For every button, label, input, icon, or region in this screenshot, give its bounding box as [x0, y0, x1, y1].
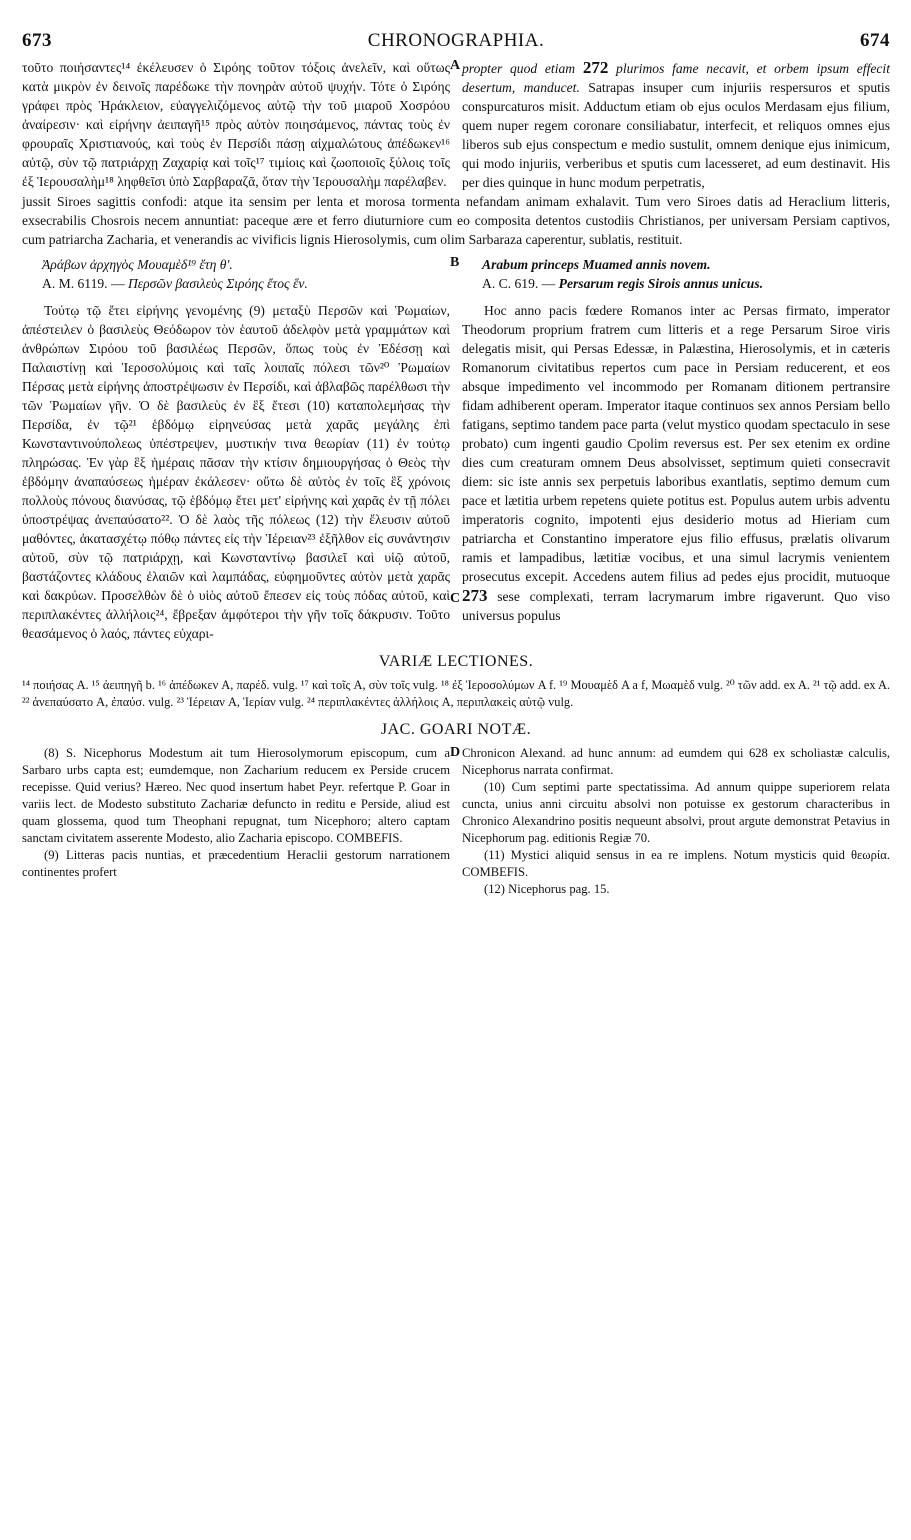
greek-text-body: Τούτῳ τῷ ἔτει εἰρήνης γενομένης (9) μεταξὺ Περσῶν καὶ Ῥωμαίων, ἀπέστειλεν ὁ βασιλεὺς Θεόδωρον τὸν ἑαυτοῦ ἀδελφὸν μετὰ γραμμάτων καὶ ἀνθρώπων Σιρόου τοῦ βασιλέως Περσῶν, ὅπως τοὺς ἐν Ἐδέσσῃ καὶ Παλαιστίνῃ καὶ Ἱεροσολύμοις καὶ ταῖς λοιπαῖς πόλεσι τῶν²⁰ Ῥωμαίων Πέρσας μετὰ εἰρήνης ἀποστρέψωσιν ἐν Περσίδι, καὶ ἀβλαβῶς παρέλθωσι τὴν τῶν Ῥωμαίων γῆν. Ὁ δὲ βασιλεὺς ἐν ἓξ ἔτεσι (10) καταπολεμήσας τὴν Περσίδα, ἐν τῷ²¹ ἑβδόμῳ εἰρηνεύσας μετὰ χαρᾶς μεγάλης ἐπὶ Κωνσταντινούπολεως ὑπέστρεψεν, μυστικήν τινα θεωρίαν (11) ἐν τούτῳ πληρώσας. Ἐν γὰρ ἓξ ἡμέραις πᾶσαν τὴν κτίσιν δημιουργήσας ὁ Θεὸς τὴν ἑβδόμην ἀναπαύσεως ἡμέραν ἐκάλεσεν· οὕτω δὲ αὐτὸς ἐν τοῖς ἓξ χρόνοις πολλοὺς πόνους διανύσας, τῷ ἑβδόμῳ ἔτει μετ' εἰρήνης καὶ χαρᾶς ἐν τῇ πόλει ὑποστρέψας ἀνεπαύσατο²². Ὁ δὲ λαὸς τῆς πόλεως (12) τὴν ἔλευσιν αὐτοῦ μαθόντες, ἀκατασχέτῳ πόθῳ πάντες εἰς τὴν Ἱέρειαν²³ ἐξῆλθον εἰς συνάντησιν αὐτοῦ, σὺν τῷ πατριάρχῃ, καὶ Κωνσταντίνῳ βασιλεῖ καὶ υἱῷ αὐτοῦ, βαστάζοντες κλάδους ἐλαιῶν καὶ λαμπάδας, εὐφημοῦντες αὐτὸν μετὰ χαρᾶς καὶ δακρύων. Προσελθὼν δὲ ὁ υἱὸς αὐτοῦ ἔπεσεν εἰς τοὺς πόδας αὐτοῦ, καὶ περιπλακέντες ἀλλήλοις²⁴, ἔβρεξαν ἀμφότεροι τὴν γῆν τοῖς δάκρυσιν. Τοῦτο θεασάμενος ὁ λαός, πάντες εὐχαρι-: [22, 303, 450, 641]
margin-letter-b: B: [450, 255, 460, 270]
page-number-left: 673: [22, 30, 52, 51]
note-8: (8) S. Nicephorus Modestum ait tum Hierosolymorum episcopum, cum a Sarbaro urbs capta est; eumdemque, non Zacharium reducem ex Perside crucem recepisse. Quid verius? Hæreo. Nec quod insertum habet Peyr. refertque P. Goar in variis lect. de Modesto substituto Zachariæ defuncto in reditu e Perside, aliud est quam glossema, quod tum Theophani repugnat, tum Nicephoro; altero captam sanctam civitatem asserente Modesto, alio Zacharia episcopo. COMBEFIS.: [22, 746, 450, 845]
top-columns: [22, 58, 890, 192]
notae-left-column: [22, 745, 450, 898]
page-title: CHRONOGRAPHIA.: [367, 30, 545, 51]
latin-text-top: [462, 58, 890, 192]
greek-heading-year: A. M. 6119. —: [42, 276, 125, 291]
page-marker-272: 272: [582, 58, 609, 77]
latin-full-width: jussit Siroes sagittis confodi: atque ita sensim per lenta et morosa tormenta nefandam animam exhalavit. Tum vero Siroes datis ad Heraclium litteris, exsecrabilis Chosrois necem annuntiat: paceque ære et ferro diuturniore cum eo composita detentos custodiis Christianos, per universam Persiam captivos, cum patriarcha Zacharia, et venerandis ac vivificis lignis Hierosolymis, cum olim Sarbaraza caperentur, sublatis, restituit.: [22, 194, 890, 247]
latin-heading-year: A. C. 619. —: [482, 276, 556, 291]
latin-heading-line1: Arabum princeps Muamed annis novem.: [482, 257, 711, 272]
body-columns: [22, 301, 890, 643]
note-10: (10) Cum septimi parte spectatissima. Ad annum quippe superiorem relata cuncta, unius anni circuitu absolvi non potuisse ex gestorum characteribus in Chronico Alexandrino positis nequeunt absolvi, prout argute demonstrat Petavius in Nicephorum pag. editionis Regiæ 70.: [462, 780, 890, 845]
latin-heading: [462, 255, 890, 293]
note-9: (9) Litteras pacis nuntias, et præcedentium Heraclii gestorum narrationem continentes profert: [22, 848, 450, 879]
note-12: (12) Nicephorus pag. 15.: [484, 882, 610, 896]
variae-lectiones-text: ¹⁴ ποιήσας A. ¹⁵ ἀειπηγῆ b. ¹⁶ ἀπέδωκεν A, παρέδ. vulg. ¹⁷ καὶ τοῖς A, σὺν τοῖς vulg. ¹⁸ ἐξ Ἱεροσολύμων A f. ¹⁹ Μουαμὲδ A a f, Μωαμὲδ vulg. ²⁰ τῶν add. ex A. ²¹ τῷ add. ex A. ²² ἀνεπαύσατο A, ἐπαύσ. vulg. ²³ Ἱέρειαν A, Ἱερίαν vulg. ²⁴ περιπλακέντες ἀλλήλοις A, περιπλακεὶς αὐτῷ vulg.: [22, 678, 890, 709]
heading-columns: [22, 255, 890, 293]
greek-column-body: [22, 301, 450, 643]
notae-title: JAC. GOARI NOTÆ.: [380, 721, 532, 738]
variae-lectiones-title: VARIÆ LECTIONES.: [378, 653, 534, 670]
note-9-continued: Chronicon Alexand. ad hunc annum: ad eumdem qui 628 ex scholiastæ calculis, Nicephorus narrata confirmat.: [462, 746, 890, 777]
latin-body-pre: Hoc anno pacis fœdere Romanos inter ac Persas firmato, imperator Theodorum proprium fratrem cum litteris et a rege Persarum Siroe viris delegatis misit, qui Persas Edessæ, in Palæstina, Hierosolymis, et in cæteris Romanorum civitatibus repertos cum pace in Persiam reducerent, et eos absque impedimento vel incommodo per Romanam ditionem pertransire fidam adhiberent operam. Imperator itaque continuos sex annos Persiam bello fatigans, septimo tandem pace parta (velut mystico quodam spectaculo in sese probato) cum ingenti gaudio Cpolim reversus est. Per sex etenim ex ordine dies cum creaturam omnem Deus absolvisset, septimum quieti consecravit diem: sic iste annis sex perpetuis laboribus exantlatis, septimo demum cum pace et lætitia urbem repetens quiete potitus est. Populus autem urbis adventu imperatoris cognito, impotenti ejus desiderio motus ad Hieriam cum patriarcha et Constantino imperatore ejus filio effusus, prælatis olivarum ramis et lampadibus, lætitiæ vocibus, et una simul lacrymis venientem prosecutus excepit. Accedens autem filius ad pedes ejus procidit, mutuoque: [462, 303, 890, 584]
greek-heading: [22, 255, 450, 293]
page: [22, 30, 890, 898]
running-header: [22, 30, 890, 58]
latin-column-top: [462, 58, 890, 192]
notae-columns: [22, 745, 890, 898]
latin-column-body: [462, 301, 890, 643]
page-number-right: 674: [860, 30, 890, 51]
latin-top-italic-b: plurimos fame necavit, et orbem ipsum effecit desertum, manducet.: [462, 61, 890, 95]
latin-heading-king: Persarum regis Sirois annus unicus.: [558, 276, 764, 291]
latin-top-rest: Satrapas insuper cum injuriis respersuros et sputis conspurcaturos misit. Adductum etiam ob ejus oculos Merdasam ejus filium, quem nuper regem coronare consiliabatur, interfecit, et reliquos omnes ejus liberos sub ejus conspectum e medio sustulit, omnem denique ejus inimicum, qui modo injuriis, verberibus et sputis cum lacesseret, ad eum destinavit. His per dies quinque in hunc modum perpetratis,: [462, 80, 890, 190]
greek-heading-line2: [22, 274, 450, 293]
notae-right-column: [462, 745, 890, 898]
page-marker-273: 273: [462, 586, 488, 605]
margin-letter-c: C: [450, 591, 461, 606]
greek-column-top: [22, 58, 450, 192]
latin-top-italic-a: propter quod etiam: [462, 61, 576, 76]
note-11: (11) Mystici aliquid sensus in ea re implens. Notum mysticis quid θεωρία. COMBEFIS.: [462, 848, 890, 879]
greek-heading-line1: Ἀράβων ἀρχηγὸς Μουαμὲδ¹⁹ ἔτη θ'.: [42, 257, 233, 272]
greek-heading-king: Περσῶν βασιλεὺς Σιρόης ἔτος ἕν.: [127, 276, 308, 291]
latin-heading-line2: [462, 274, 890, 293]
latin-body-post: sese complexati, terram lacrymarum imbre rigaverunt. Quo viso universus populus: [462, 589, 890, 623]
margin-letter-d: D: [450, 745, 461, 760]
latin-text-body: [462, 301, 890, 625]
greek-text-top: τοῦτο ποιήσαντες¹⁴ ἐκέλευσεν ὁ Σιρόης τοῦτον τόξοις ἀνελεῖν, καὶ οὕτως κατὰ μικρὸν ἐν δεινοῖς παρέδωκε τὴν πονηρὰν αὐτοῦ ψυχήν. Τότε ὁ Σιρόης γράφει πρὸς Ἡράκλειον, εὐαγγελιζόμενος αὐτῷ τὴν τοῦ μιαροῦ Χοσρόου ἀναίρεσιν· καὶ εἰρήνην ἀειπαγῆ¹⁵ πρὸς αὐτὸν ποιησάμενος, πάντας τοὺς ἐν φρουραῖς Χριστιανούς, καὶ τοὺς ἐν Περσίδι πάσῃ αἰχμαλώτους ἀπέδωκεν¹⁶ αὐτῷ, σὺν τῷ πατριάρχῃ Ζαχαρίᾳ καὶ τοῖς¹⁷ τιμίοις καὶ ζωοποιοῖς ξύλοις τοῖς ἐξ Ἱερουσαλὴμ¹⁸ ληφθεῖσι ὑπὸ Σαρβαραζᾶ, ὅταν τὴν Ἱερουσαλὴμ παρέλαβεν.: [22, 60, 450, 189]
margin-letter-a: A: [450, 58, 461, 73]
